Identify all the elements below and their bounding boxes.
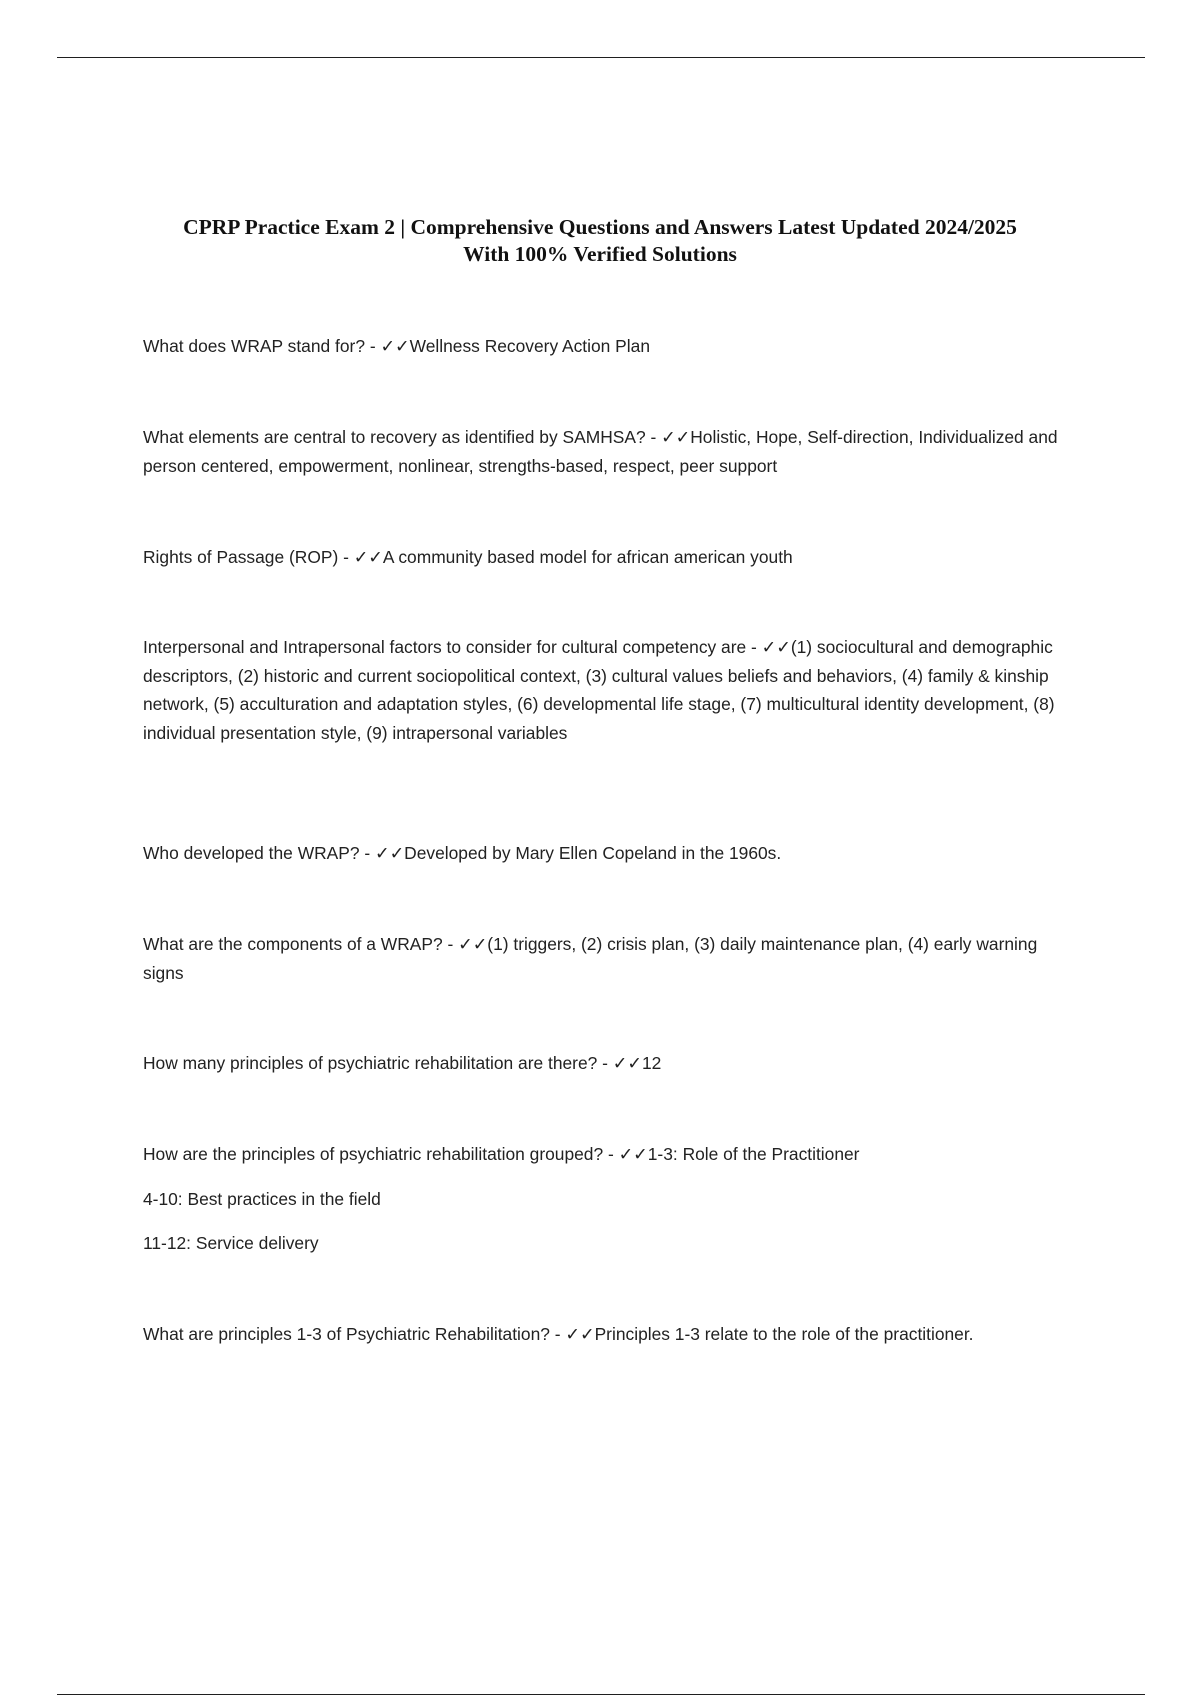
- answer-text: Holistic, Hope, Self-direction, Individualized and person centered, empowerment, nonlinear, strengths-based, respect, peer support: [143, 427, 1058, 476]
- answer-text: (1) triggers, (2) crisis plan, (3) daily maintenance plan, (4) early warning signs: [143, 934, 1038, 983]
- double-check-icon: ✓✓: [565, 1324, 595, 1344]
- answer-text: Developed by Mary Ellen Copeland in the 1960s.: [404, 843, 782, 863]
- qa-text: [143, 543, 1073, 572]
- qa-item: [143, 1049, 1073, 1078]
- separator: -: [746, 637, 762, 657]
- double-check-icon: ✓✓: [761, 637, 791, 657]
- double-check-icon: ✓✓: [353, 547, 383, 567]
- question-text: How many principles of psychiatric rehabilitation are there?: [143, 1053, 598, 1073]
- double-check-icon: ✓✓: [661, 427, 691, 447]
- question-text: What are the components of a WRAP?: [143, 934, 443, 954]
- double-check-icon: ✓✓: [612, 1053, 642, 1073]
- qa-text: [143, 1049, 1073, 1078]
- qa-text: [143, 633, 1073, 747]
- question-text: Rights of Passage (ROP): [143, 547, 339, 567]
- answer-text: A community based model for african american youth: [382, 547, 793, 567]
- question-text: Interpersonal and Intrapersonal factors to consider for cultural competency are: [143, 637, 747, 657]
- qa-item: [143, 1140, 1073, 1258]
- question-text: Who developed the WRAP?: [143, 843, 360, 863]
- question-text: How are the principles of psychiatric rehabilitation grouped?: [143, 1144, 604, 1164]
- qa-text: [143, 1320, 1073, 1349]
- answer-continuation: 11-12: Service delivery: [143, 1233, 319, 1253]
- double-check-icon: ✓✓: [380, 336, 410, 356]
- double-check-icon: ✓✓: [375, 843, 405, 863]
- answer-text: Principles 1-3 relate to the role of the practitioner.: [594, 1324, 974, 1344]
- separator: -: [442, 934, 459, 954]
- qa-item: [143, 543, 1073, 572]
- qa-text: [143, 930, 1073, 987]
- double-check-icon: ✓✓: [618, 1144, 648, 1164]
- bottom-rule: [57, 1694, 1145, 1695]
- question-text: What elements are central to recovery as identified by SAMHSA?: [143, 427, 646, 447]
- separator: -: [645, 427, 662, 447]
- question-text: What does WRAP stand for?: [143, 336, 365, 356]
- qa-text: [143, 839, 1073, 868]
- answer-text: (1) sociocultural and demographic descriptors, (2) historic and current sociopolitical context, (3) cultural values beliefs and behaviors, (4) family & kinship network, (5) acculturation and adaptation styles, (6) developmental life stage, (7) multicultural identity development, (8) individual presentation style, (9) intrapersonal variables: [143, 637, 1055, 743]
- separator: -: [549, 1324, 566, 1344]
- qa-item: [143, 332, 1073, 361]
- qa-item: [143, 839, 1073, 868]
- qa-text: [143, 1140, 1073, 1169]
- answer-continuation: 4-10: Best practices in the field: [143, 1188, 381, 1209]
- answer-text: Wellness Recovery Action Plan: [409, 336, 650, 356]
- qa-item: [143, 633, 1073, 747]
- qa-item: [143, 423, 1073, 480]
- answer-text: 12: [641, 1053, 662, 1073]
- title-line-1: CPRP Practice Exam 2 | Comprehensive Questions and Answers Latest Updated 2024/2025: [183, 215, 1017, 239]
- double-check-icon: ✓✓: [458, 934, 488, 954]
- qa-text: [143, 423, 1073, 480]
- qa-text: [143, 332, 1073, 361]
- separator: -: [359, 843, 376, 863]
- separator: -: [597, 1053, 613, 1073]
- top-rule: [57, 57, 1145, 58]
- qa-item: [143, 1320, 1073, 1349]
- separator: -: [365, 336, 381, 356]
- question-text: What are principles 1-3 of Psychiatric Rehabilitation?: [143, 1324, 550, 1344]
- qa-item: [143, 930, 1073, 987]
- title-line-2: With 100% Verified Solutions: [463, 242, 737, 266]
- document-title: [100, 214, 1100, 268]
- answer-text: 1-3: Role of the Practitioner: [647, 1144, 860, 1164]
- separator: -: [603, 1144, 619, 1164]
- separator: -: [338, 547, 354, 567]
